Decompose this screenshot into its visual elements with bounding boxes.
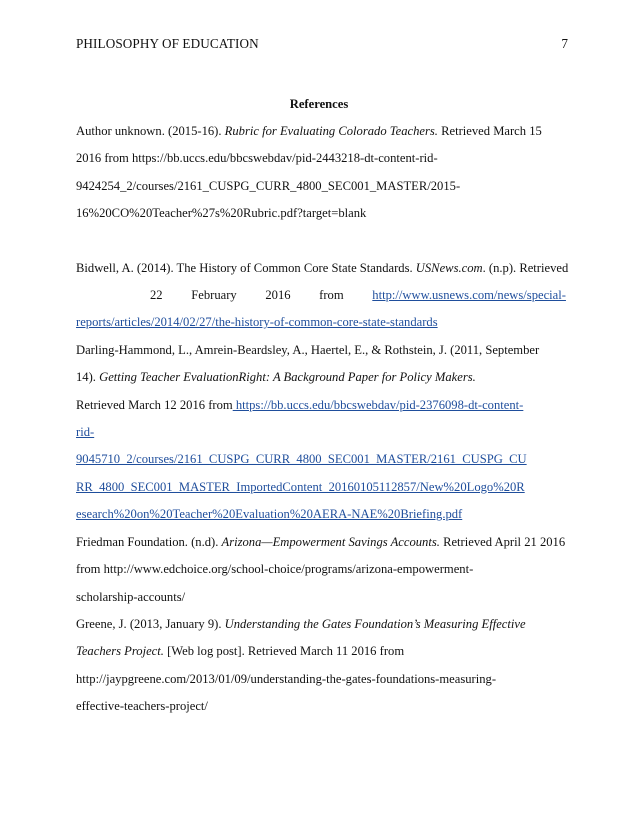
reference-link[interactable]: https://bb.uccs.edu/bbcswebdav/pid-2376098-dt-content- <box>232 397 524 412</box>
reference-link[interactable]: RR_4800_SEC001_MASTER_ImportedContent_20160105112857/New%20Logo%20R <box>76 479 525 494</box>
reference-retrieval: Retrieved April 21 2016 <box>439 534 566 549</box>
reference-word: from <box>319 288 344 303</box>
references-heading: References <box>289 97 349 111</box>
page-number: 7 <box>561 36 568 51</box>
reference-text-line: http://jaypgreene.com/2013/01/09/understanding-the-gates-foundations-measuring- <box>76 671 497 686</box>
reference-text-line: effective-teachers-project/ <box>76 699 208 714</box>
reference-retrieval: Retrieved March 15 <box>437 124 542 138</box>
reference-word: 22 <box>150 288 163 303</box>
reference-text-line: from http://www.edchoice.org/school-choice/programs/arizona-empowerment- <box>76 562 474 577</box>
reference-text-line: 2016 from https://bb.uccs.edu/bbcswebdav/pid-2443218-dt-content-rid- <box>76 151 438 166</box>
reference-date: 14). <box>76 370 100 385</box>
running-head: PHILOSOPHY OF EDUCATION <box>76 36 259 51</box>
reference-retrieval: [Web log post]. Retrieved March 11 2016 from <box>163 644 405 659</box>
reference-author-date: Author unknown. (2015-16). <box>76 124 225 138</box>
reference-word: 2016 <box>265 288 291 303</box>
reference-title: USNews.com <box>415 260 483 275</box>
reference-title: Getting Teacher EvaluationRight: A Background Paper for Policy Makers. <box>99 370 476 385</box>
reference-author-date: Friedman Foundation. (n.d). <box>76 534 222 549</box>
reference-text-line: 16%20CO%20Teacher%27s%20Rubric.pdf?target=blank <box>76 206 367 221</box>
reference-entry <box>76 337 566 529</box>
reference-author-date: Bidwell, A. (2014). The History of Common Core State Standards. <box>76 260 416 275</box>
reference-list <box>76 118 569 721</box>
reference-entry <box>76 529 566 611</box>
reference-link[interactable]: 9045710_2/courses/2161_CUSPG_CURR_4800_SEC001_MASTER/2161_CUSPG_CU <box>76 452 527 467</box>
reference-word: February <box>191 288 237 303</box>
reference-author-date: Darling-Hammond, L., Amrein-Beardsley, A., Haertel, E., & Rothstein, J. (2011, September <box>76 342 540 357</box>
reference-retrieval: Retrieved March 12 2016 from <box>76 397 233 412</box>
reference-link[interactable]: rid- <box>76 425 95 440</box>
reference-entry <box>76 118 566 228</box>
reference-text-line: 9424254_2/courses/2161_CUSPG_CURR_4800_SEC001_MASTER/2015- <box>76 178 461 193</box>
reference-title: Understanding the Gates Foundation’s Measuring Effective <box>224 616 526 631</box>
reference-text-line <box>150 282 566 309</box>
reference-entry <box>76 611 566 721</box>
reference-link[interactable]: esearch%20on%20Teacher%20Evaluation%20AERA-NAE%20Briefing.pdf <box>76 507 463 522</box>
reference-title: Teachers Project. <box>76 644 164 659</box>
reference-link[interactable]: reports/articles/2014/02/27/the-history-of-common-core-state-standards <box>76 315 438 330</box>
reference-link[interactable]: http://www.usnews.com/news/special- <box>372 288 566 303</box>
reference-title: Arizona—Empowerment Savings Accounts. <box>221 534 440 549</box>
reference-text-line: scholarship-accounts/ <box>76 589 186 604</box>
reference-title: Rubric for Evaluating Colorado Teachers. <box>224 124 438 138</box>
reference-retrieval: . (n.p). Retrieved <box>482 260 569 275</box>
reference-entry <box>76 255 569 337</box>
reference-author-date: Greene, J. (2013, January 9). <box>76 616 225 631</box>
